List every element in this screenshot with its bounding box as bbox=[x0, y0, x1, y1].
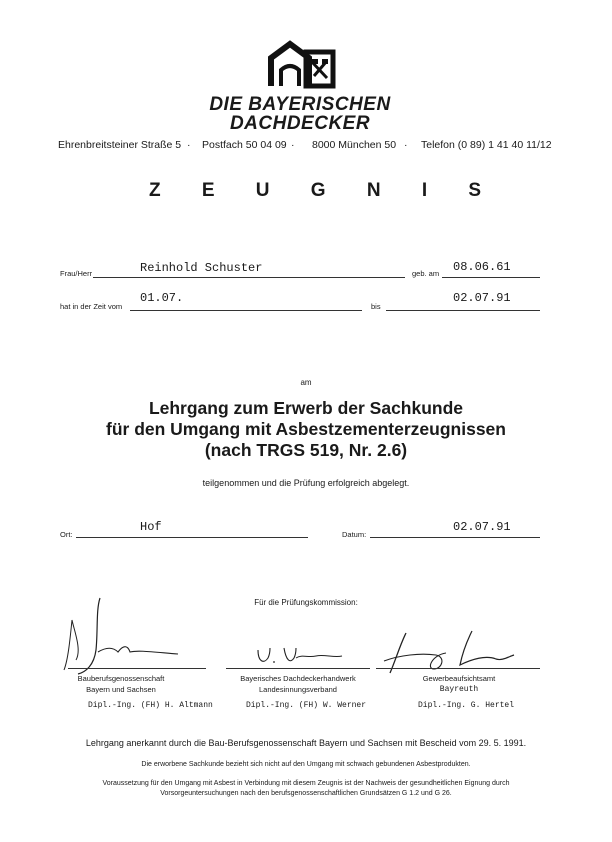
name-underline bbox=[93, 277, 405, 278]
completion-statement: teilgenommen und die Prüfung erfolgreich abgelegt. bbox=[202, 478, 410, 488]
period-to-value: 02.07.91 bbox=[453, 291, 511, 305]
brand-name-line2: DACHDECKER bbox=[229, 113, 371, 134]
recognition-statement: Lehrgang anerkannt durch die Bau-Berufsgenossenschaft Bayern und Sachsen mit Bescheid vom 29. 5. 1991. bbox=[85, 738, 527, 748]
period-to-underline bbox=[386, 310, 540, 311]
signatory-3-org bbox=[404, 673, 514, 695]
roof-logo-icon bbox=[268, 40, 336, 90]
period-from-value: 01.07. bbox=[140, 291, 184, 305]
signatory-3-org-line2: Bayreuth bbox=[439, 685, 479, 694]
address-phone: Telefon (0 89) 1 41 40 11/12 bbox=[421, 139, 552, 151]
separator-dot: · bbox=[291, 139, 295, 151]
signatory-2-org-line1: Bayerisches Dachdeckerhandwerk bbox=[240, 674, 356, 683]
address-postbox: Postfach 50 04 09 bbox=[202, 139, 287, 151]
signature-werner-icon bbox=[250, 640, 350, 670]
course-title-line1: Lehrgang zum Erwerb der Sachkunde bbox=[148, 398, 464, 418]
signatory-2-name: Dipl.-Ing. (FH) W. Werner bbox=[246, 701, 367, 710]
signatory-1-org-line2: Bayern und Sachsen bbox=[86, 685, 156, 694]
signature-line-2 bbox=[226, 668, 370, 669]
date-underline bbox=[370, 537, 540, 538]
address-city: 8000 München 50 bbox=[312, 139, 397, 151]
signatory-1-org bbox=[76, 673, 166, 695]
signatory-3-name: Dipl.-Ing. G. Hertel bbox=[418, 701, 515, 710]
footer-note-2-line1: Voraussetzung für den Umgang mit Asbest in Verbindung mit diesem Zeugnis ist der Nachweis der gesundheitlichen Eignung durch bbox=[102, 780, 510, 787]
period-to-label: bis bbox=[371, 302, 381, 311]
course-title-line2: für den Umgang mit Asbestzementerzeugnissen bbox=[106, 419, 506, 439]
place-underline bbox=[76, 537, 308, 538]
signature-altmann-icon bbox=[58, 590, 208, 680]
document-title: Z E U G N I S bbox=[148, 180, 500, 201]
footer-note-1: Die erworbene Sachkunde bezieht sich nicht auf den Umgang mit schwach gebundenen Asbestprodukten. bbox=[141, 761, 471, 768]
footer-note-2-line2: Vorsorgeuntersuchungen nach den berufsgenossenschaftlichen Grundsätzen G 1.2 und G 26. bbox=[160, 790, 452, 797]
place-label: Ort: bbox=[60, 530, 73, 539]
signature-line-1 bbox=[68, 668, 206, 669]
name-value: Reinhold Schuster bbox=[140, 261, 263, 275]
period-label: hat in der Zeit vom bbox=[60, 302, 123, 311]
address-street: Ehrenbreitsteiner Straße 5 bbox=[58, 139, 182, 151]
commission-label: Für die Prüfungskommission: bbox=[254, 598, 358, 607]
course-title-line3: (nach TRGS 519, Nr. 2.6) bbox=[204, 440, 408, 460]
signatory-2-org bbox=[226, 673, 370, 695]
birth-value: 08.06.61 bbox=[453, 260, 511, 274]
signatory-1-org-line1: Bauberufsgenossenschaft bbox=[77, 674, 165, 683]
place-value: Hof bbox=[140, 520, 162, 534]
birth-label: geb. am bbox=[412, 269, 440, 278]
signature-line-3 bbox=[376, 668, 540, 669]
separator-dot: · bbox=[187, 139, 191, 151]
date-label: Datum: bbox=[342, 530, 367, 539]
period-from-underline bbox=[130, 310, 362, 311]
birth-underline bbox=[442, 277, 540, 278]
name-label: Frau/Herr bbox=[60, 269, 93, 278]
separator-dot: · bbox=[404, 139, 408, 151]
signatory-3-org-line1: Gewerbeaufsichtsamt bbox=[422, 674, 496, 683]
signature-hertel-icon bbox=[376, 625, 526, 680]
am-label: am bbox=[300, 378, 312, 387]
brand-name-line1: DIE BAYERISCHEN bbox=[209, 94, 391, 115]
signatory-2-org-line2: Landesinnungsverband bbox=[259, 685, 337, 694]
date-value: 02.07.91 bbox=[453, 520, 511, 534]
signatory-1-name: Dipl.-Ing. (FH) H. Altmann bbox=[88, 701, 213, 710]
